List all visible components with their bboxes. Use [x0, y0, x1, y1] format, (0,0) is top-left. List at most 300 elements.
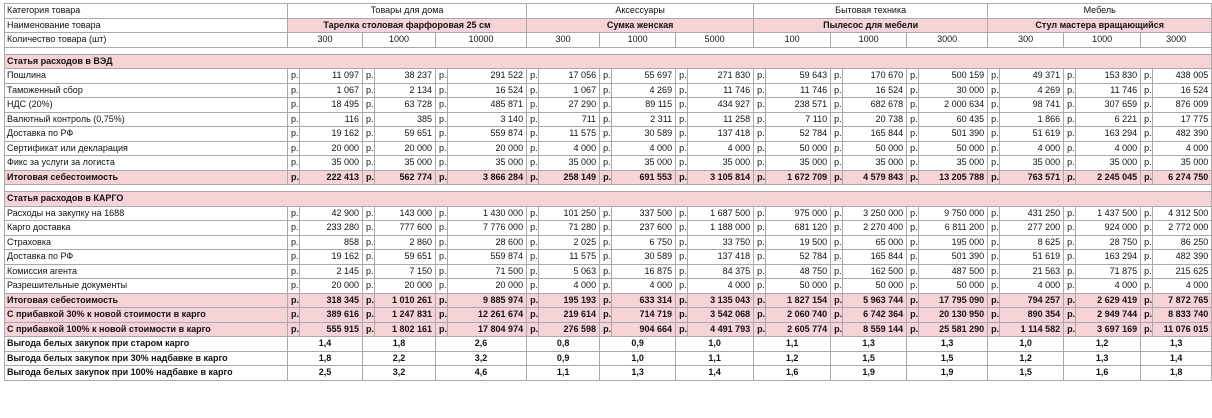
- currency-cell: р.: [363, 293, 375, 308]
- currency-cell: р.: [1141, 83, 1153, 98]
- value-cell: 271 830: [688, 69, 754, 84]
- value-cell: 219 614: [539, 308, 600, 323]
- currency-cell: р.: [988, 83, 1000, 98]
- value-cell: 277 200: [1000, 221, 1064, 236]
- value-cell: 890 354: [1000, 308, 1064, 323]
- value-cell: 2 134: [375, 83, 436, 98]
- currency-cell: р.: [363, 308, 375, 323]
- currency-cell: р.: [754, 170, 766, 185]
- markup-row: [5, 308, 1212, 323]
- value-cell: 48 750: [766, 264, 831, 279]
- value-cell: 28 600: [448, 235, 527, 250]
- currency-cell: р.: [907, 170, 919, 185]
- currency-cell: р.: [363, 206, 375, 221]
- ratio-value: 2,6: [436, 337, 527, 352]
- currency-cell: р.: [600, 156, 612, 171]
- cost-row: [5, 141, 1212, 156]
- currency-cell: р.: [288, 279, 300, 294]
- value-cell: 233 280: [300, 221, 363, 236]
- value-cell: 20 130 950: [919, 308, 988, 323]
- value-cell: 559 874: [448, 127, 527, 142]
- value-cell: 1 827 154: [766, 293, 831, 308]
- currency-cell: р.: [1064, 250, 1076, 265]
- value-cell: 389 616: [300, 308, 363, 323]
- value-cell: 35 000: [766, 156, 831, 171]
- row-label: С прибавкой 100% к новой стоимости в карго: [5, 322, 288, 337]
- value-cell: 27 290: [539, 98, 600, 113]
- value-cell: 55 697: [612, 69, 676, 84]
- value-cell: 307 659: [1076, 98, 1141, 113]
- currency-cell: р.: [988, 112, 1000, 127]
- value-cell: 291 522: [448, 69, 527, 84]
- value-cell: 11 746: [688, 83, 754, 98]
- value-cell: 35 000: [1076, 156, 1141, 171]
- row-label: С прибавкой 30% к новой стоимости в карго: [5, 308, 288, 323]
- currency-cell: р.: [527, 308, 539, 323]
- value-cell: 35 000: [448, 156, 527, 171]
- value-cell: 337 500: [612, 206, 676, 221]
- currency-cell: р.: [907, 221, 919, 236]
- value-cell: 170 670: [843, 69, 907, 84]
- currency-cell: р.: [363, 69, 375, 84]
- currency-cell: р.: [831, 264, 843, 279]
- value-cell: 5 963 744: [843, 293, 907, 308]
- currency-cell: р.: [436, 98, 448, 113]
- value-cell: 2 311: [612, 112, 676, 127]
- currency-cell: р.: [988, 141, 1000, 156]
- currency-cell: р.: [676, 69, 688, 84]
- value-cell: 165 844: [843, 127, 907, 142]
- currency-cell: р.: [288, 250, 300, 265]
- currency-cell: р.: [1064, 127, 1076, 142]
- section-title-row: [5, 54, 1212, 69]
- value-cell: 8 833 740: [1153, 308, 1212, 323]
- value-cell: 904 664: [612, 322, 676, 337]
- currency-cell: р.: [600, 170, 612, 185]
- currency-cell: р.: [1064, 83, 1076, 98]
- currency-cell: р.: [831, 156, 843, 171]
- value-cell: 50 000: [919, 141, 988, 156]
- ratio-value: 0,9: [527, 351, 600, 366]
- row-label: Итоговая себестоимость: [5, 293, 288, 308]
- currency-cell: р.: [1064, 279, 1076, 294]
- currency-cell: р.: [988, 156, 1000, 171]
- currency-cell: р.: [363, 250, 375, 265]
- value-cell: 2 605 774: [766, 322, 831, 337]
- currency-cell: р.: [527, 69, 539, 84]
- currency-cell: р.: [907, 279, 919, 294]
- currency-cell: р.: [527, 264, 539, 279]
- currency-cell: р.: [288, 221, 300, 236]
- value-cell: 1 866: [1000, 112, 1064, 127]
- currency-cell: р.: [907, 250, 919, 265]
- currency-cell: р.: [436, 264, 448, 279]
- currency-cell: р.: [363, 170, 375, 185]
- value-cell: 975 000: [766, 206, 831, 221]
- ratio-row: [5, 366, 1212, 381]
- currency-cell: р.: [288, 127, 300, 142]
- value-cell: 501 390: [919, 250, 988, 265]
- currency-cell: р.: [1064, 98, 1076, 113]
- currency-cell: р.: [907, 69, 919, 84]
- value-cell: 2 629 419: [1076, 293, 1141, 308]
- row-label: НДС (20%): [5, 98, 288, 113]
- currency-cell: р.: [527, 221, 539, 236]
- ratio-value: 2,2: [363, 351, 436, 366]
- currency-cell: р.: [436, 279, 448, 294]
- value-cell: 18 495: [300, 98, 363, 113]
- currency-cell: р.: [527, 141, 539, 156]
- value-cell: 1 430 000: [448, 206, 527, 221]
- currency-cell: р.: [831, 322, 843, 337]
- row-label: Выгода белых закупок при 30% надбавке в карго: [5, 351, 288, 366]
- currency-cell: р.: [907, 235, 919, 250]
- value-cell: 101 250: [539, 206, 600, 221]
- value-cell: 2 245 045: [1076, 170, 1141, 185]
- row-label: Расходы на закупку на 1688: [5, 206, 288, 221]
- value-cell: 35 000: [612, 156, 676, 171]
- cost-row: [5, 264, 1212, 279]
- currency-cell: р.: [907, 112, 919, 127]
- currency-cell: р.: [907, 308, 919, 323]
- value-cell: 924 000: [1076, 221, 1141, 236]
- currency-cell: р.: [988, 98, 1000, 113]
- currency-cell: р.: [363, 127, 375, 142]
- ratio-value: 1,2: [1064, 337, 1141, 352]
- qty-value: 300: [988, 33, 1064, 48]
- header-category-row: [5, 4, 1212, 19]
- currency-cell: р.: [1064, 235, 1076, 250]
- value-cell: 4 000: [612, 279, 676, 294]
- qty-value: 1000: [1064, 33, 1141, 48]
- row-label: Разрешительные документы: [5, 279, 288, 294]
- value-cell: 19 162: [300, 250, 363, 265]
- currency-cell: р.: [288, 170, 300, 185]
- value-cell: 60 435: [919, 112, 988, 127]
- value-cell: 6 274 750: [1153, 170, 1212, 185]
- value-cell: 16 524: [1153, 83, 1212, 98]
- row-label: Пошлина: [5, 69, 288, 84]
- ratio-value: 3,2: [363, 366, 436, 381]
- currency-cell: р.: [831, 279, 843, 294]
- currency-cell: р.: [527, 112, 539, 127]
- row-label: Валютный контроль (0,75%): [5, 112, 288, 127]
- value-cell: 4 000: [539, 141, 600, 156]
- value-cell: 11 746: [1076, 83, 1141, 98]
- ratio-value: 1,8: [288, 351, 363, 366]
- ratio-value: 1,6: [754, 366, 831, 381]
- ratio-row: [5, 337, 1212, 352]
- currency-cell: р.: [288, 322, 300, 337]
- cost-row: [5, 127, 1212, 142]
- cost-row: [5, 83, 1212, 98]
- currency-cell: р.: [676, 293, 688, 308]
- qty-value: 5000: [676, 33, 754, 48]
- currency-cell: р.: [907, 293, 919, 308]
- currency-cell: р.: [988, 279, 1000, 294]
- row-label: Комиссия агента: [5, 264, 288, 279]
- value-cell: 20 000: [375, 141, 436, 156]
- qty-label: Количество товара (шт): [5, 33, 288, 48]
- value-cell: 681 120: [766, 221, 831, 236]
- currency-cell: р.: [907, 98, 919, 113]
- value-cell: 35 000: [375, 156, 436, 171]
- value-cell: 482 390: [1153, 250, 1212, 265]
- currency-cell: р.: [288, 264, 300, 279]
- currency-cell: р.: [527, 206, 539, 221]
- row-label: Доставка по РФ: [5, 250, 288, 265]
- currency-cell: р.: [831, 250, 843, 265]
- value-cell: 682 678: [843, 98, 907, 113]
- currency-cell: р.: [288, 69, 300, 84]
- row-label: Таможенный сбор: [5, 83, 288, 98]
- ratio-value: 1,1: [527, 366, 600, 381]
- value-cell: 163 294: [1076, 127, 1141, 142]
- value-cell: 11 575: [539, 250, 600, 265]
- currency-cell: р.: [754, 264, 766, 279]
- value-cell: 137 418: [688, 250, 754, 265]
- currency-cell: р.: [288, 141, 300, 156]
- currency-cell: р.: [288, 308, 300, 323]
- ratio-value: 1,3: [831, 337, 907, 352]
- value-cell: 195 193: [539, 293, 600, 308]
- value-cell: 98 741: [1000, 98, 1064, 113]
- value-cell: 7 110: [766, 112, 831, 127]
- value-cell: 482 390: [1153, 127, 1212, 142]
- qty-value: 3000: [1141, 33, 1212, 48]
- row-label: Карго доставка: [5, 221, 288, 236]
- currency-cell: р.: [1064, 170, 1076, 185]
- cost-row: [5, 156, 1212, 171]
- currency-cell: р.: [1064, 112, 1076, 127]
- value-cell: 19 162: [300, 127, 363, 142]
- value-cell: 858: [300, 235, 363, 250]
- currency-cell: р.: [600, 83, 612, 98]
- value-cell: 215 625: [1153, 264, 1212, 279]
- value-cell: 7 872 765: [1153, 293, 1212, 308]
- currency-cell: р.: [754, 250, 766, 265]
- total-row: [5, 293, 1212, 308]
- currency-cell: р.: [676, 250, 688, 265]
- currency-cell: р.: [676, 98, 688, 113]
- value-cell: 487 500: [919, 264, 988, 279]
- value-cell: 1 114 582: [1000, 322, 1064, 337]
- currency-cell: р.: [754, 206, 766, 221]
- currency-cell: р.: [831, 293, 843, 308]
- currency-cell: р.: [436, 206, 448, 221]
- currency-cell: р.: [754, 112, 766, 127]
- currency-cell: р.: [754, 293, 766, 308]
- currency-cell: р.: [1141, 98, 1153, 113]
- value-cell: 1 188 000: [688, 221, 754, 236]
- value-cell: 4 000: [1076, 279, 1141, 294]
- value-cell: 17 056: [539, 69, 600, 84]
- value-cell: 777 600: [375, 221, 436, 236]
- currency-cell: р.: [1141, 235, 1153, 250]
- currency-cell: р.: [363, 235, 375, 250]
- value-cell: 4 000: [1076, 141, 1141, 156]
- currency-cell: р.: [527, 170, 539, 185]
- value-cell: 6 811 200: [919, 221, 988, 236]
- total-row: [5, 170, 1212, 185]
- currency-cell: р.: [600, 141, 612, 156]
- value-cell: 4 269: [1000, 83, 1064, 98]
- currency-cell: р.: [754, 98, 766, 113]
- markup-row: [5, 322, 1212, 337]
- qty-value: 100: [754, 33, 831, 48]
- product-name: Сумка женская: [527, 18, 754, 33]
- qty-value: 10000: [436, 33, 527, 48]
- value-cell: 35 000: [1000, 156, 1064, 171]
- value-cell: 13 205 788: [919, 170, 988, 185]
- value-cell: 49 371: [1000, 69, 1064, 84]
- value-cell: 153 830: [1076, 69, 1141, 84]
- value-cell: 711: [539, 112, 600, 127]
- currency-cell: р.: [831, 308, 843, 323]
- value-cell: 3 250 000: [843, 206, 907, 221]
- value-cell: 35 000: [688, 156, 754, 171]
- value-cell: 65 000: [843, 235, 907, 250]
- currency-cell: р.: [600, 322, 612, 337]
- qty-value: 1000: [600, 33, 676, 48]
- value-cell: 3 697 169: [1076, 322, 1141, 337]
- currency-cell: р.: [754, 83, 766, 98]
- value-cell: 71 500: [448, 264, 527, 279]
- ratio-value: 2,5: [288, 366, 363, 381]
- ratio-value: 1,1: [676, 351, 754, 366]
- currency-cell: р.: [288, 83, 300, 98]
- section-title: Статья расходов в КАРГО: [5, 192, 1212, 207]
- value-cell: 35 000: [539, 156, 600, 171]
- value-cell: 2 772 000: [1153, 221, 1212, 236]
- currency-cell: р.: [988, 293, 1000, 308]
- ratio-value: 1,5: [988, 366, 1064, 381]
- value-cell: 52 784: [766, 250, 831, 265]
- currency-cell: р.: [1141, 279, 1153, 294]
- currency-cell: р.: [1141, 141, 1153, 156]
- currency-cell: р.: [1064, 69, 1076, 84]
- qty-value: 3000: [907, 33, 988, 48]
- value-cell: 17 775: [1153, 112, 1212, 127]
- currency-cell: р.: [436, 83, 448, 98]
- row-label: Выгода белых закупок при 100% надбавке в карго: [5, 366, 288, 381]
- value-cell: 485 871: [448, 98, 527, 113]
- currency-cell: р.: [907, 83, 919, 98]
- currency-cell: р.: [527, 293, 539, 308]
- currency-cell: р.: [754, 156, 766, 171]
- value-cell: 4 000: [688, 141, 754, 156]
- value-cell: 3 140: [448, 112, 527, 127]
- value-cell: 165 844: [843, 250, 907, 265]
- value-cell: 1 672 709: [766, 170, 831, 185]
- qty-value: 300: [288, 33, 363, 48]
- currency-cell: р.: [754, 322, 766, 337]
- currency-cell: р.: [1064, 308, 1076, 323]
- currency-cell: р.: [363, 264, 375, 279]
- value-cell: 3 542 068: [688, 308, 754, 323]
- currency-cell: р.: [1064, 156, 1076, 171]
- currency-cell: р.: [436, 69, 448, 84]
- value-cell: 1 437 500: [1076, 206, 1141, 221]
- value-cell: 11 258: [688, 112, 754, 127]
- value-cell: 222 413: [300, 170, 363, 185]
- ratio-value: 1,0: [676, 337, 754, 352]
- ratio-value: 1,9: [831, 366, 907, 381]
- value-cell: 7 776 000: [448, 221, 527, 236]
- value-cell: 4 000: [1153, 141, 1212, 156]
- currency-cell: р.: [676, 156, 688, 171]
- currency-cell: р.: [831, 141, 843, 156]
- currency-cell: р.: [1064, 206, 1076, 221]
- value-cell: 876 009: [1153, 98, 1212, 113]
- ratio-value: 1,5: [831, 351, 907, 366]
- value-cell: 4 491 793: [688, 322, 754, 337]
- value-cell: 8 625: [1000, 235, 1064, 250]
- currency-cell: р.: [363, 98, 375, 113]
- currency-cell: р.: [988, 69, 1000, 84]
- header-product-row: [5, 18, 1212, 33]
- value-cell: 4 000: [539, 279, 600, 294]
- currency-cell: р.: [436, 308, 448, 323]
- currency-cell: р.: [600, 308, 612, 323]
- cost-row: [5, 221, 1212, 236]
- value-cell: 16 875: [612, 264, 676, 279]
- value-cell: 7 150: [375, 264, 436, 279]
- currency-cell: р.: [436, 250, 448, 265]
- currency-cell: р.: [754, 141, 766, 156]
- header-qty-row: [5, 33, 1212, 48]
- value-cell: 633 314: [612, 293, 676, 308]
- currency-cell: р.: [988, 221, 1000, 236]
- currency-cell: р.: [288, 156, 300, 171]
- value-cell: 431 250: [1000, 206, 1064, 221]
- value-cell: 35 000: [1153, 156, 1212, 171]
- currency-cell: р.: [600, 98, 612, 113]
- value-cell: 1 067: [539, 83, 600, 98]
- currency-cell: р.: [1141, 308, 1153, 323]
- currency-cell: р.: [436, 221, 448, 236]
- currency-cell: р.: [676, 322, 688, 337]
- currency-cell: р.: [527, 235, 539, 250]
- currency-cell: р.: [1064, 264, 1076, 279]
- currency-cell: р.: [907, 156, 919, 171]
- currency-cell: р.: [676, 308, 688, 323]
- currency-cell: р.: [988, 322, 1000, 337]
- value-cell: 35 000: [300, 156, 363, 171]
- value-cell: 20 000: [300, 141, 363, 156]
- currency-cell: р.: [436, 170, 448, 185]
- value-cell: 1 247 831: [375, 308, 436, 323]
- value-cell: 500 159: [919, 69, 988, 84]
- ratio-value: 1,8: [1141, 366, 1212, 381]
- currency-cell: р.: [436, 293, 448, 308]
- value-cell: 9 750 000: [919, 206, 988, 221]
- currency-cell: р.: [600, 221, 612, 236]
- ratio-value: 1,4: [676, 366, 754, 381]
- category-name: Бытовая техника: [754, 4, 988, 19]
- cost-row: [5, 235, 1212, 250]
- category-name: Мебель: [988, 4, 1212, 19]
- value-cell: 17 795 090: [919, 293, 988, 308]
- value-cell: 3 135 043: [688, 293, 754, 308]
- value-cell: 71 875: [1076, 264, 1141, 279]
- currency-cell: р.: [436, 112, 448, 127]
- currency-cell: р.: [676, 264, 688, 279]
- product-name: Стул мастера вращающийся: [988, 18, 1212, 33]
- row-label: Итоговая себестоимость: [5, 170, 288, 185]
- currency-cell: р.: [1141, 112, 1153, 127]
- value-cell: 19 500: [766, 235, 831, 250]
